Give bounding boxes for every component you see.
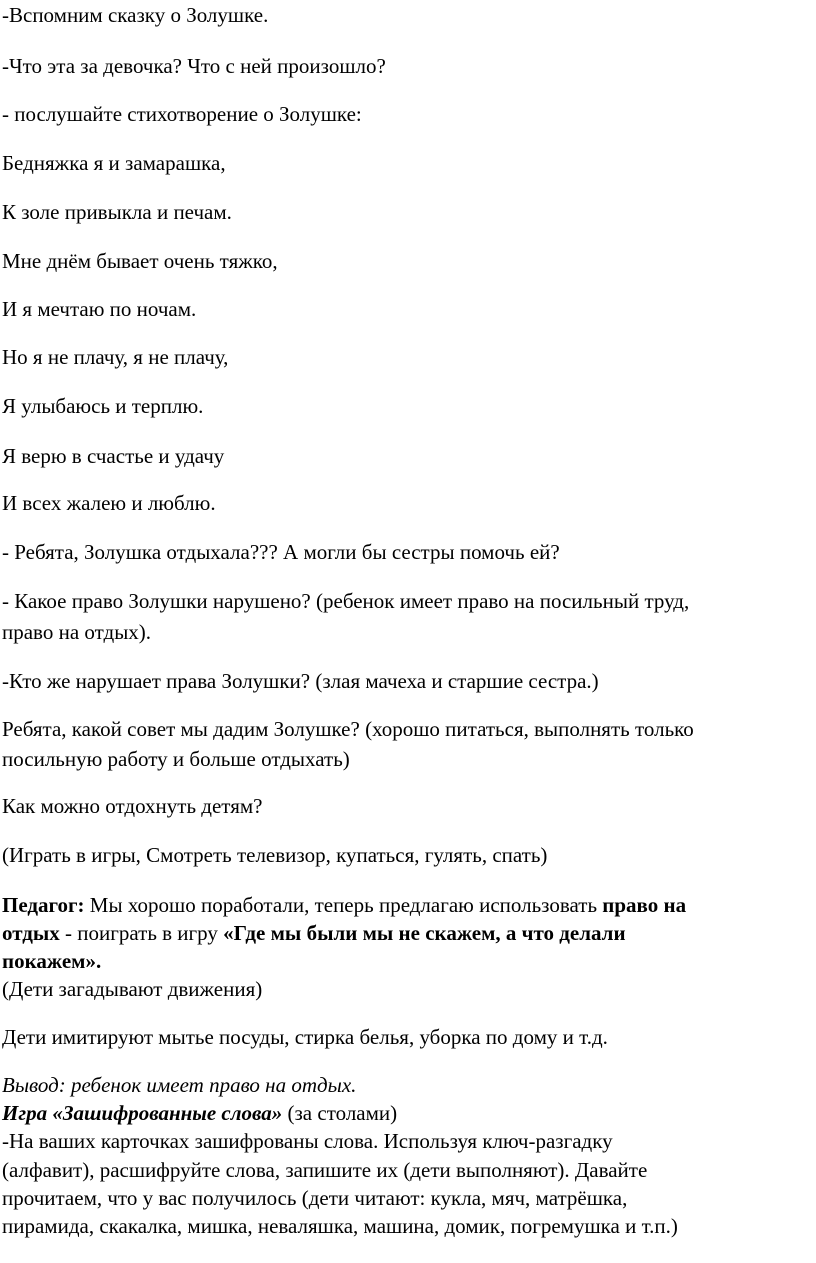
text-line: Как можно отдохнуть детям? [2,794,263,818]
teacher-bold: отдых [2,921,60,945]
poem-line: Бедняжка я и замарашка, [2,151,226,175]
game-title: Игра «Зашифрованные слова» [2,1101,283,1125]
game-name: «Где мы были мы не скажем, а что делали [223,921,626,945]
text-line: - Ребята, Золушка отдыхала??? А могли бы сестры помочь ей? [2,540,560,564]
poem-line: К золе привыкла и печам. [2,200,232,224]
game-heading [2,1100,397,1126]
conclusion-text: Вывод: ребенок имеет право на отдых. [2,1073,357,1097]
text-line: посильную работу и больше отдыхать) [2,747,350,771]
text-line: -Кто же нарушает права Золушки? (злая мачеха и старшие сестра.) [2,669,599,693]
text-line: (алфавит), расшифруйте слова, запишите их (дети выполняют). Давайте [2,1158,648,1182]
text-line: -Вспомним сказку о Золушке. [2,3,269,27]
teacher-text: - поиграть в игру [59,921,224,945]
poem-line: Мне днём бывает очень тяжко, [2,249,278,273]
text-line: -Что эта за девочка? Что с ней произошло? [2,54,386,78]
teacher-line-1 [2,892,686,918]
game-name: покажем». [2,949,102,973]
text-line: -На ваших карточках зашифрованы слова. Используя ключ-разгадку [2,1129,613,1153]
teacher-text: Мы хорошо поработали, теперь предлагаю использовать [84,893,603,917]
text-line: право на отдых). [2,620,152,644]
poem-line: Я улыбаюсь и терплю. [2,394,204,418]
text-line: пирамида, скакалка, мишка, неваляшка, машина, домик, погремушка и т.п.) [2,1214,678,1238]
teacher-label: Педагог: [2,893,85,917]
text-line: Ребята, какой совет мы дадим Золушке? (хорошо питаться, выполнять только [2,717,694,741]
text-line: (Играть в игры, Смотреть телевизор, купаться, гулять, спать) [2,843,548,867]
game-place: (за столами) [282,1101,398,1125]
text-line: Дети имитируют мытье посуды, стирка белья, уборка по дому и т.д. [2,1025,608,1049]
teacher-line-2 [2,920,626,946]
poem-line: Но я не плачу, я не плачу, [2,345,229,369]
poem-line: И я мечтаю по ночам. [2,297,197,321]
text-line: (Дети загадывают движения) [2,977,263,1001]
conclusion [2,1072,356,1098]
poem-line: Я верю в счастье и удачу [2,444,225,468]
poem-line: И всех жалею и люблю. [2,491,216,515]
teacher-line-3 [2,948,101,974]
text-line: - Какое право Золушки нарушено? (ребенок имеет право на посильный труд, [2,589,690,613]
teacher-bold: право на [602,893,687,917]
text-line: - послушайте стихотворение о Золушке: [2,102,362,126]
text-line: прочитаем, что у вас получилось (дети читают: кукла, мяч, матрёшка, [2,1186,628,1210]
